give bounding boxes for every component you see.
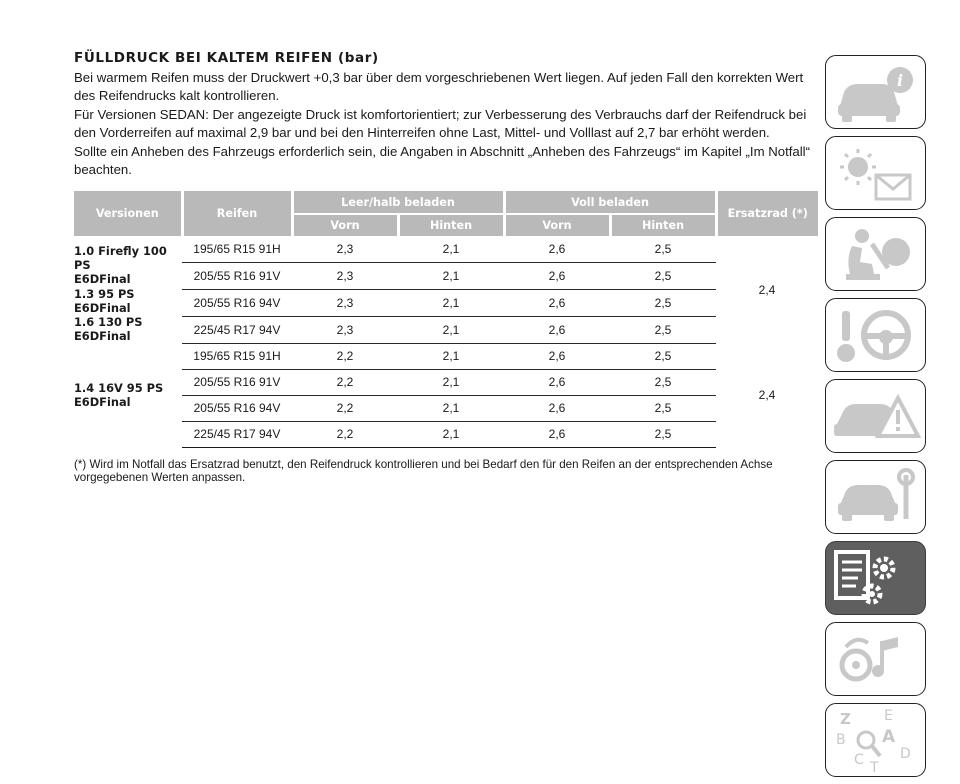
- warning-lights-icon: [826, 137, 926, 209]
- svg-text:i: i: [896, 71, 904, 90]
- version-line: 1.4 16V 95 PS: [74, 381, 164, 396]
- index-letter: C: [854, 752, 864, 768]
- table-row: [74, 236, 818, 262]
- pressure-value: 2,6: [504, 369, 610, 395]
- pressure-value: 2,6: [504, 343, 610, 369]
- header-hinten: Hinten: [398, 214, 504, 236]
- pressure-value: 2,5: [610, 395, 716, 421]
- section-heading: FÜLLDRUCK BEI KALTEM REIFEN (bar): [74, 50, 379, 66]
- pressure-value: 2,6: [504, 289, 610, 316]
- paragraph-lifting: Sollte ein Anheben des Fahrzeugs erforderlich sein, die Angaben in Abschnitt „Anheben des Fahrzeugs“ im Kapitel „Im Notfall“ beachten.: [74, 144, 810, 177]
- pressure-value: 2,1: [398, 395, 504, 421]
- pressure-value: 2,6: [504, 395, 610, 421]
- header-versionen: Versionen: [74, 191, 182, 236]
- version-line: E6DFinal: [74, 272, 131, 287]
- tire-size: 195/65 R15 91H: [182, 343, 292, 369]
- pressure-value: 2,1: [398, 236, 504, 262]
- tab-seat-airbag[interactable]: [825, 217, 926, 291]
- pressure-value: 2,1: [398, 289, 504, 316]
- header-voll: Voll beladen: [504, 191, 716, 214]
- version-line: 1.3 95 PS: [74, 286, 135, 301]
- table-row: [74, 343, 818, 369]
- pressure-value: 2,5: [610, 289, 716, 316]
- pressure-value: 2,1: [398, 316, 504, 343]
- pressure-value: 2,5: [610, 316, 716, 343]
- tab-car-info[interactable]: [825, 55, 926, 129]
- version-line: 1.0 Firefly 100 PS: [74, 244, 167, 273]
- paragraph-sedan: Für Versionen SEDAN: Der angezeigte Druck ist komfortorientiert; zur Verbesserung des Verbrauchs darf der Reifendruck bei den Vorderreifen auf maximal 2,9 bar und bei den Hinterreifen ohne Last, Mittel- und Volllast auf 2,7 bar erhöht werden.: [74, 107, 807, 140]
- version-line: 1.6 130 PS: [74, 315, 143, 330]
- index-letter: Z: [840, 710, 851, 728]
- pressure-value: 2,2: [292, 343, 398, 369]
- index-letter: D: [900, 746, 911, 762]
- version-cell: [74, 236, 182, 343]
- index-icon: [826, 704, 926, 776]
- header-ersatzrad: Ersatzrad (*): [716, 191, 818, 236]
- tire-pressure-table: [74, 191, 818, 448]
- header-vorn: Vorn: [504, 214, 610, 236]
- pressure-value: 2,3: [292, 316, 398, 343]
- index-letter: E: [884, 708, 893, 724]
- table-row: [74, 369, 818, 395]
- pressure-value: 2,5: [610, 421, 716, 447]
- pressure-value: 2,2: [292, 395, 398, 421]
- index-letter: T: [870, 760, 879, 776]
- table-row: [74, 395, 818, 421]
- version-line: E6DFinal: [74, 300, 131, 315]
- version-line: E6DFinal: [74, 395, 131, 410]
- chapter-tabs: [825, 55, 928, 784]
- header-hinten: Hinten: [610, 214, 716, 236]
- pressure-value: 2,3: [292, 289, 398, 316]
- pressure-value: 2,5: [610, 369, 716, 395]
- pressure-value: 2,1: [398, 421, 504, 447]
- header-vorn: Vorn: [292, 214, 398, 236]
- tire-size: 225/45 R17 94V: [182, 316, 292, 343]
- table-row: [74, 316, 818, 343]
- pressure-value: 2,5: [610, 343, 716, 369]
- tab-emergency[interactable]: [825, 379, 926, 453]
- pressure-value: 2,6: [504, 236, 610, 262]
- pressure-value: 2,5: [610, 262, 716, 289]
- pressure-value: 2,5: [610, 236, 716, 262]
- emergency-icon: [826, 380, 926, 452]
- spare-value: 2,4: [758, 388, 776, 403]
- header-leer-halb: Leer/halb beladen: [292, 191, 504, 214]
- header-reifen: Reifen: [182, 191, 292, 236]
- tab-car-service[interactable]: [825, 460, 926, 534]
- pressure-value: 2,6: [504, 262, 610, 289]
- pressure-value: 2,1: [398, 369, 504, 395]
- pressure-value: 2,2: [292, 369, 398, 395]
- pressure-value: 2,3: [292, 262, 398, 289]
- pressure-value: 2,6: [504, 316, 610, 343]
- tab-technical-data[interactable]: [825, 541, 926, 615]
- multimedia-icon: [826, 623, 926, 695]
- seat-airbag-icon: [826, 218, 926, 290]
- tire-size: 205/55 R16 91V: [182, 262, 292, 289]
- car-service-icon: [826, 461, 926, 533]
- index-letter: B: [836, 732, 846, 748]
- table-row: [74, 262, 818, 289]
- tab-warning-lights[interactable]: [825, 136, 926, 210]
- tire-size: 195/65 R15 91H: [182, 236, 292, 262]
- spare-value: 2,4: [758, 282, 776, 297]
- pressure-value: 2,3: [292, 236, 398, 262]
- tab-multimedia[interactable]: [825, 622, 926, 696]
- tab-index[interactable]: [825, 703, 926, 777]
- pressure-value: 2,2: [292, 421, 398, 447]
- section-content: [74, 50, 818, 178]
- table-row: [74, 421, 818, 447]
- technical-data-icon: [826, 542, 926, 614]
- steering-key-icon: [826, 299, 926, 371]
- table-row: [74, 289, 818, 316]
- pressure-value: 2,1: [398, 262, 504, 289]
- version-line: E6DFinal: [74, 329, 131, 344]
- car-info-icon: [826, 56, 926, 128]
- tire-size: 205/55 R16 94V: [182, 395, 292, 421]
- tire-size: 205/55 R16 94V: [182, 289, 292, 316]
- paragraph-warm-tire: Bei warmem Reifen muss der Druckwert +0,3 bar über dem vorgeschriebenen Wert liegen. Auf jeden Fall den korrekten Wert des Reifendrucks kalt kontrollieren.: [74, 70, 804, 103]
- version-cell: [74, 343, 182, 447]
- tab-steering-key[interactable]: [825, 298, 926, 372]
- index-letter: A: [882, 727, 896, 747]
- pressure-value: 2,1: [398, 343, 504, 369]
- tire-size: 205/55 R16 91V: [182, 369, 292, 395]
- footnote: (*) Wird im Notfall das Ersatzrad benutzt, den Reifendruck kontrollieren und bei Bedarf den für den Reifen an der entsprechenden Achse vorgegebenen Werten anpassen.: [74, 458, 773, 485]
- tire-size: 225/45 R17 94V: [182, 421, 292, 447]
- pressure-value: 2,6: [504, 421, 610, 447]
